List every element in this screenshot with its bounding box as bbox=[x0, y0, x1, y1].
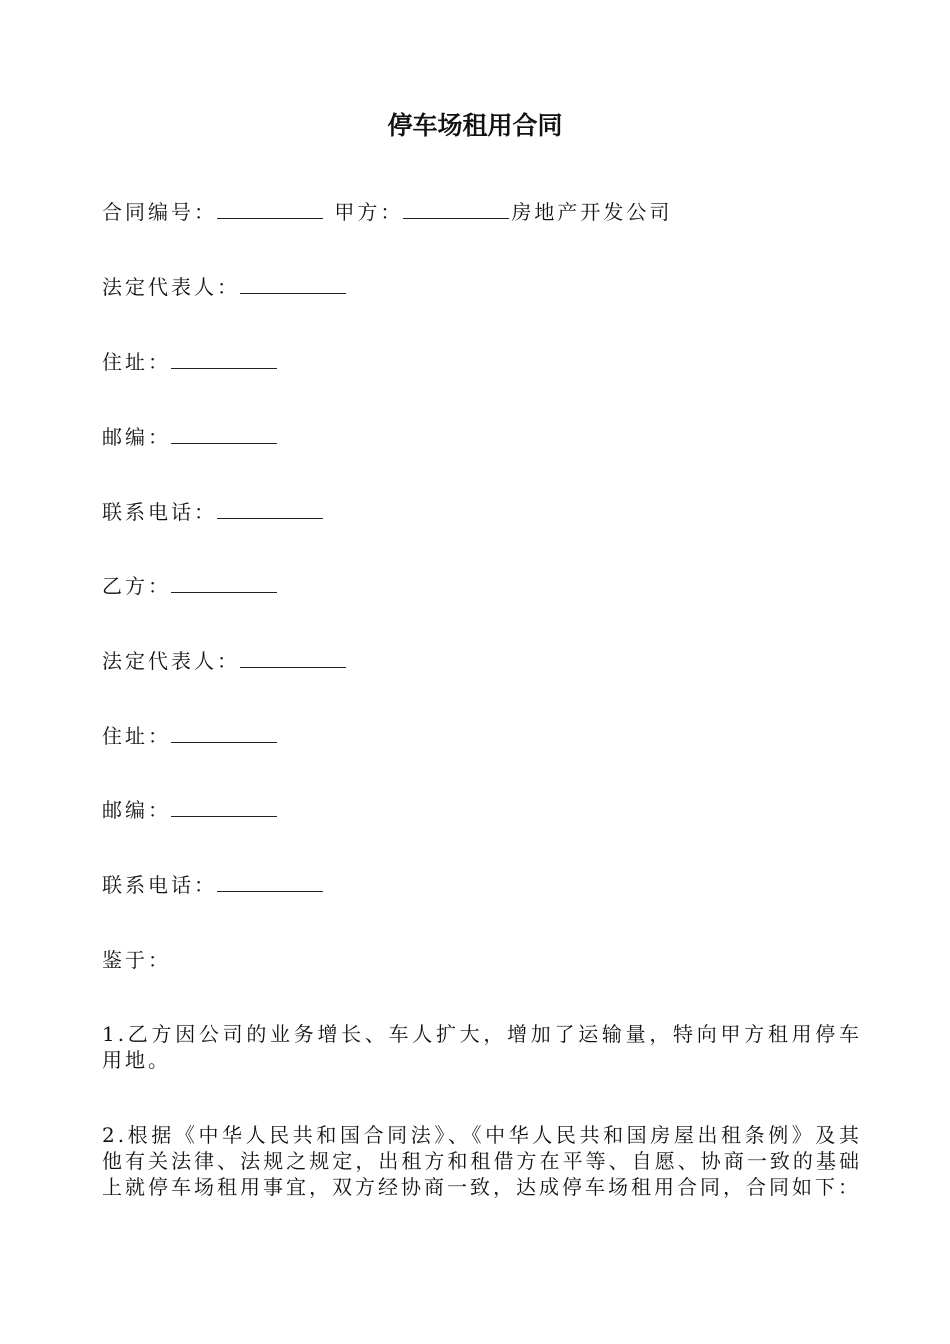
party-a-postcode-blank bbox=[171, 425, 277, 444]
party-b-phone-label: 联系电话： bbox=[102, 873, 217, 897]
party-a-address-blank bbox=[171, 350, 277, 369]
party-b-legal-rep-label: 法定代表人： bbox=[102, 649, 240, 673]
document-title: 停车场租用合同 bbox=[387, 111, 563, 140]
party-b-postcode-blank bbox=[171, 798, 277, 817]
party-a-postcode-line bbox=[102, 424, 279, 450]
party-b-name-blank bbox=[171, 574, 277, 593]
party-a-phone-blank bbox=[217, 500, 323, 519]
party-a-label: 甲方： bbox=[334, 200, 404, 224]
party-a-phone-line bbox=[102, 499, 325, 525]
party-b-legal-rep-blank bbox=[240, 649, 346, 668]
party-b-address-blank bbox=[171, 724, 277, 743]
party-a-legal-rep-blank bbox=[240, 275, 346, 294]
party-a-name-blank bbox=[403, 200, 509, 219]
party-b-postcode-line bbox=[102, 797, 279, 823]
party-a-postcode-label: 邮编： bbox=[102, 425, 171, 449]
party-a-phone-label: 联系电话： bbox=[102, 500, 217, 524]
party-a-legal-rep-line bbox=[102, 274, 348, 300]
party-a-legal-rep-label: 法定代表人： bbox=[102, 275, 240, 299]
party-b-address-line bbox=[102, 723, 279, 749]
clause-1: 1.乙方因公司的业务增长、车人扩大，增加了运输量，特向甲方租用停车用地。 bbox=[102, 1022, 862, 1072]
party-a-address-label: 住址： bbox=[102, 350, 171, 374]
party-b-phone-blank bbox=[217, 873, 323, 892]
party-b-label: 乙方： bbox=[102, 574, 171, 598]
whereas-heading: 鉴于： bbox=[102, 948, 171, 972]
contract-header-line bbox=[102, 199, 672, 225]
party-b-legal-rep-line bbox=[102, 648, 348, 674]
party-b-address-label: 住址： bbox=[102, 724, 171, 748]
party-b-phone-line bbox=[102, 872, 325, 898]
contract-no-blank bbox=[217, 200, 323, 219]
party-a-address-line bbox=[102, 349, 279, 375]
contract-no-label: 合同编号： bbox=[102, 200, 217, 224]
party-b-postcode-label: 邮编： bbox=[102, 798, 171, 822]
party-a-suffix: 房地产开发公司 bbox=[511, 200, 673, 224]
party-b-line bbox=[102, 573, 279, 599]
clause-2: 2.根据《中华人民共和国合同法》、《中华人民共和国房屋出租条例》及其他有关法律、法规之规定，出租方和租借方在平等、自愿、协商一致的基础上就停车场租用事宜，双方经协商一致，达成停车场租用合同，合同如下： bbox=[102, 1123, 862, 1199]
